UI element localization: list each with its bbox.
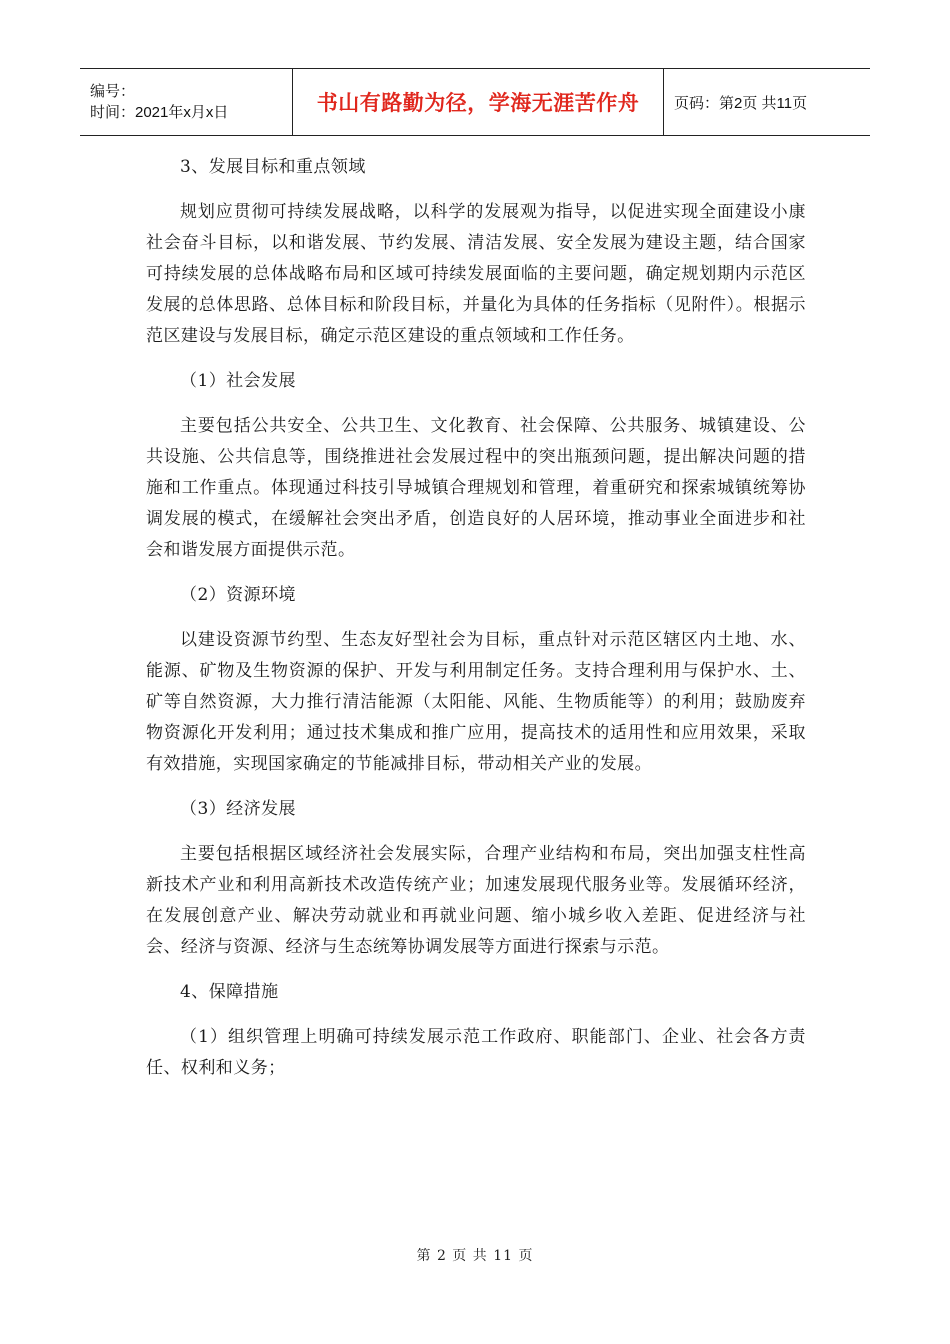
subsection-1-title: （1）社会发展 <box>180 371 296 391</box>
page-footer: 第 2 页 共 11 页 <box>416 1248 534 1264</box>
section-4-item-1: （1）组织管理上明确可持续发展示范工作政府、职能部门、企业、社会各方责任、权利和义务； <box>146 1027 806 1078</box>
subsection-3-title: （3）经济发展 <box>180 799 296 819</box>
subsection-1-paragraph: 主要包括公共安全、公共卫生、文化教育、社会保障、公共服务、城镇建设、公共设施、公共信息等，围绕推进社会发展过程中的突出瓶颈问题，提出解决问题的措施和工作重点。体现通过科技引导城镇合理规划和管理，着重研究和探索城镇统筹协调发展的模式，在缓解社会突出矛盾，创造良好的人居环境，推动事业全面进步和社会和谐发展方面提供示范。 <box>146 416 806 560</box>
header-motto: 书山有路勤为径，学海无涯苦作舟 <box>293 69 664 136</box>
subsection-3-paragraph: 主要包括根据区域经济社会发展实际，合理产业结构和布局，突出加强支柱性高新技术产业和利用高新技术改造传统产业；加速发展现代服务业等。发展循环经济，在发展创意产业、解决劳动就业和再就业问题、缩小城乡收入差距、促进经济与社会、经济与资源、经济与生态统筹协调发展等方面进行探索与示范。 <box>146 844 806 957</box>
document-header <box>80 68 870 136</box>
section-3-title: 3、发展目标和重点领域 <box>180 157 366 177</box>
header-page-code: 页码：第2页 共11页 <box>664 69 871 136</box>
section-3-paragraph: 规划应贯彻可持续发展战略，以科学的发展观为指导，以促进实现全面建设小康社会奋斗目标，以和谐发展、节约发展、清洁发展、安全发展为建设主题，结合国家可持续发展的总体战略布局和区域可持续发展面临的主要问题，确定规划期内示范区发展的总体思路、总体目标和阶段目标，并量化为具体的任务指标（见附件）。根据示范区建设与发展目标，确定示范区建设的重点领域和工作任务。 <box>146 202 806 346</box>
number-label: 编号： <box>90 83 136 100</box>
subsection-2-title: （2）资源环境 <box>180 585 296 605</box>
section-4-title: 4、保障措施 <box>180 982 279 1002</box>
time-label: 时间：2021年x月x日 <box>90 104 229 121</box>
document-body <box>146 152 806 1098</box>
header-meta <box>80 69 293 136</box>
subsection-2-paragraph: 以建设资源节约型、生态友好型社会为目标，重点针对示范区辖区内土地、水、能源、矿物及生物资源的保护、开发与利用制定任务。支持合理利用与保护水、土、矿等自然资源，大力推行清洁能源（太阳能、风能、生物质能等）的利用；鼓励废弃物资源化开发利用；通过技术集成和推广应用，提高技术的适用性和应用效果，采取有效措施，实现国家确定的节能减排目标，带动相关产业的发展。 <box>146 630 806 774</box>
